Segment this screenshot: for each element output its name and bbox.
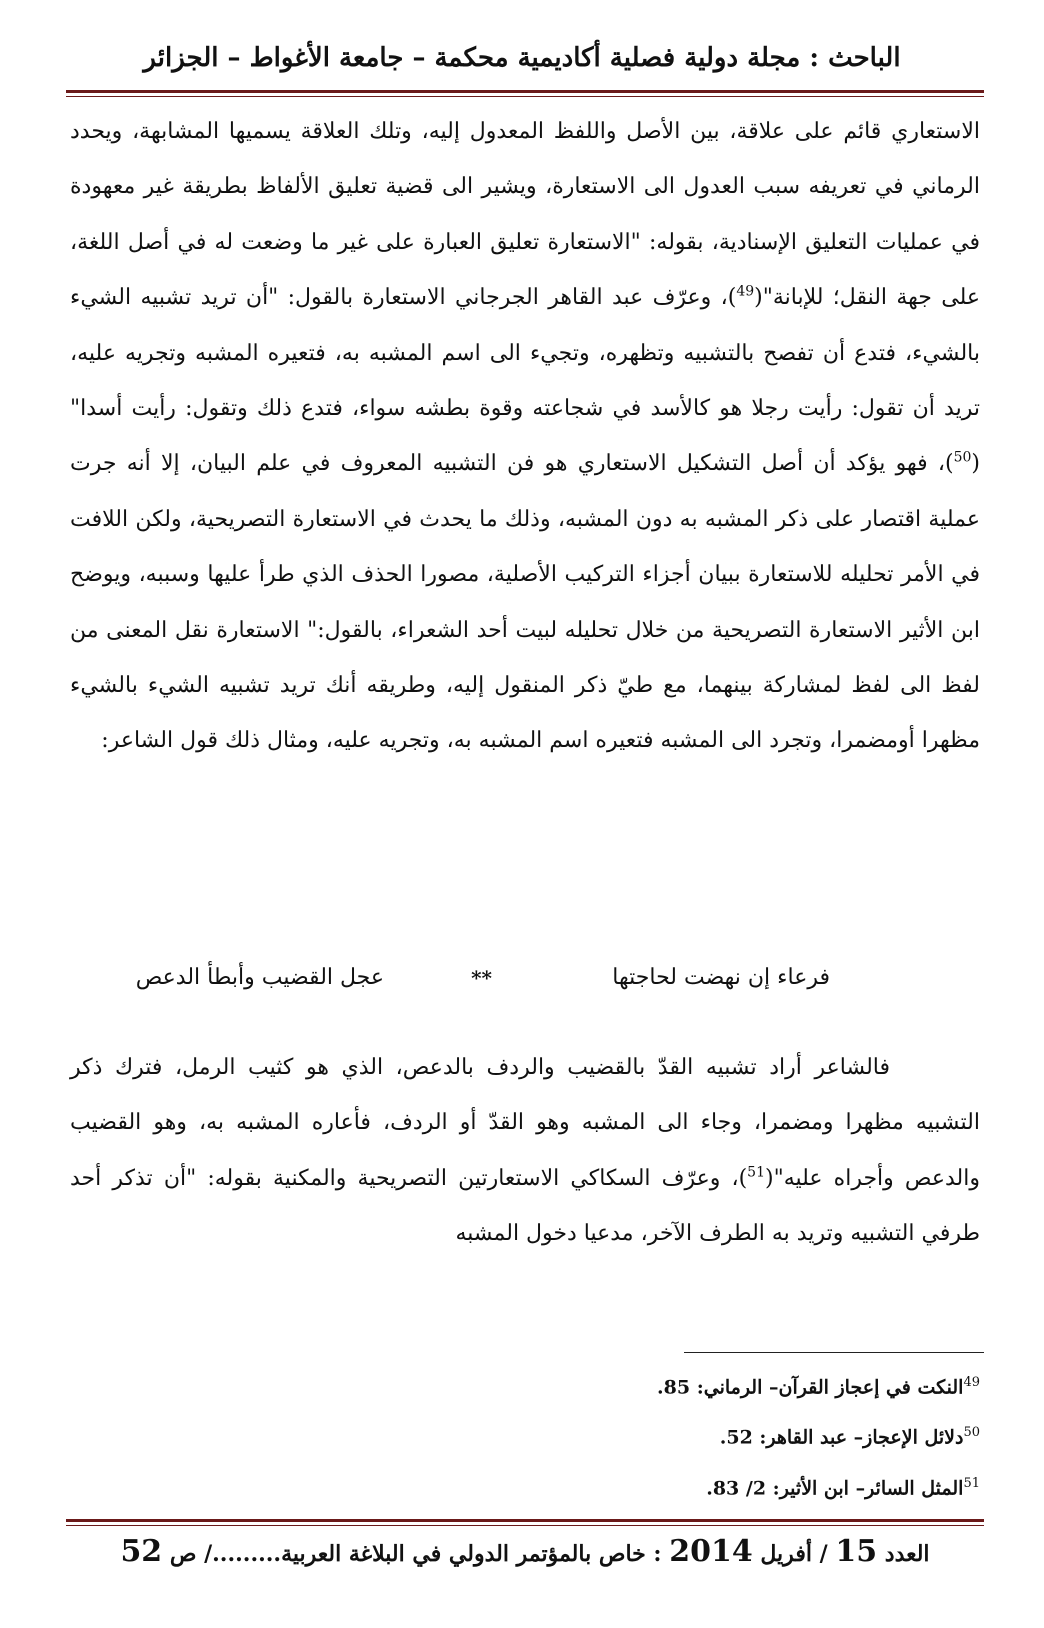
footnote-text: النكت في إعجاز القرآن– الرماني: 85.	[657, 1376, 964, 1399]
footer-slash: /	[819, 1541, 828, 1567]
issue-year: 2014	[669, 1534, 753, 1569]
paragraph-1-part-2: )، وعرّف عبد القاهر الجرجاني الاستعارة بالقول: "أن تريد تشبيه الشيء بالشيء، فتدع أن تفصح بالتشبيه وتظهره، وتجيء الى اسم المشبه به، فتعيره المشبه وتجريه عليه، تريد أن تقول: رأيت رجلا هو كالأسد في شجاعته وقوة بطشه سواء، فتدع ذلك وتقول: رأيت أسدا"(	[70, 285, 980, 477]
header-rule-thin	[66, 96, 984, 97]
special-issue-note: : خاص بالمؤتمر الدولي في البلاغة العربية........./ ص	[169, 1541, 662, 1567]
footnotes	[400, 1360, 980, 1511]
footnote-number: 49	[963, 1375, 980, 1390]
paragraph-1	[70, 104, 980, 769]
footnote-ref-50[interactable]: 50	[953, 450, 972, 467]
footnote-text: دلائل الإعجاز– عبد القاهر: 52.	[719, 1426, 964, 1449]
verse-hemistich-2: عجل القضيب وأبطأ الدعص	[135, 965, 384, 990]
paragraph-2-part-1: فالشاعر أراد تشبيه القدّ بالقضيب والردف بالدعص، الذي هو كثيب الرمل، فترك ذكر التشبيه مظهرا ومضمرا، وجاء الى المشبه وهو القدّ أو الردف، فأعاره المشبه به، وهو القضيب والدعص وأجراه عليه"(	[70, 1055, 980, 1191]
footnote-ref-51[interactable]: 51	[747, 1164, 765, 1181]
paragraph-2	[70, 1040, 980, 1262]
footnote-number: 50	[963, 1425, 980, 1441]
paragraph-1-part-1: الاستعاري قائم على علاقة، بين الأصل واللفظ المعدول إليه، وتلك العلاقة يسميها المشابهة، ويحدد الرماني في تعريفه سبب العدول الى الاستعارة، ويشير الى قضية تعليق الألفاظ بطريقة غير معهودة في عمليات التعليق الإسنادية، بقوله: "الاستعارة تعليق العبارة على غير ما وضعت له في أصل اللغة، على جهة النقل؛ للإبانة"(	[70, 119, 981, 311]
footnote-text: المثل السائر– ابن الأثير: 2/ 83.	[706, 1476, 964, 1499]
page-footer	[70, 1530, 980, 1576]
running-header: الباحث : مجلة دولية فصلية أكاديمية محكمة – جامعة الأغواط – الجزائر	[143, 43, 901, 73]
issue-month: أفريل	[760, 1541, 812, 1567]
paragraph-2-part-2: )، وعرّف السكاكي الاستعارتين التصريحية والمكنية بقوله: "أن تذكر أحد طرفي التشبيه وتريد به الطرف الآخر، مدعيا دخول المشبه	[70, 1165, 980, 1247]
poetry-verse	[70, 956, 980, 1000]
paragraph-1-part-3: )، فهو يؤكد أن أصل التشكيل الاستعاري هو فن التشبيه المعروف في علم البيان، إلا أنه جرت عملية اقتصار على ذكر المشبه به دون المشبه، وذلك ما يحدث في الاستعارة التصريحية، ولكن اللافت في الأمر تحليله للاستعارة ببيان أجزاء التركيب الأصلية، مصورا الحذف الذي طرأ عليها وسببه، ويوضح ابن الأثير الاستعارة التصريحية من خلال تحليله لبيت أحد الشعراء، بالقول:" الاستعارة نقل المعنى من لفظ الى لفظ لمشاركة بينهما، مع طيّ ذكر المنقول إليه، وطريقه أنك تريد تشبيه الشيء بالشيء مظهرا أومضمرا، وتجرد الى المشبه فتعيره اسم المشبه به، وتجريه عليه، ومثال ذلك قول الشاعر:	[70, 451, 980, 754]
footnote-number: 51	[963, 1475, 980, 1491]
page-number: 52	[120, 1534, 163, 1569]
footer-rule-thin	[66, 1525, 984, 1526]
verse-hemistich-1: فرعاء إن نهضت لحاجتها	[612, 965, 830, 990]
header-rule	[66, 90, 984, 93]
footnote-separator	[684, 1352, 984, 1353]
footnote-49	[400, 1360, 980, 1410]
footnote-ref-49[interactable]: 49	[736, 283, 755, 300]
footnote-51	[400, 1461, 980, 1511]
issue-label: العدد	[884, 1541, 930, 1567]
footer-rule	[66, 1519, 984, 1522]
footnote-50	[400, 1410, 980, 1460]
issue-number: 15	[835, 1534, 878, 1569]
verse-separator: **	[471, 966, 492, 990]
